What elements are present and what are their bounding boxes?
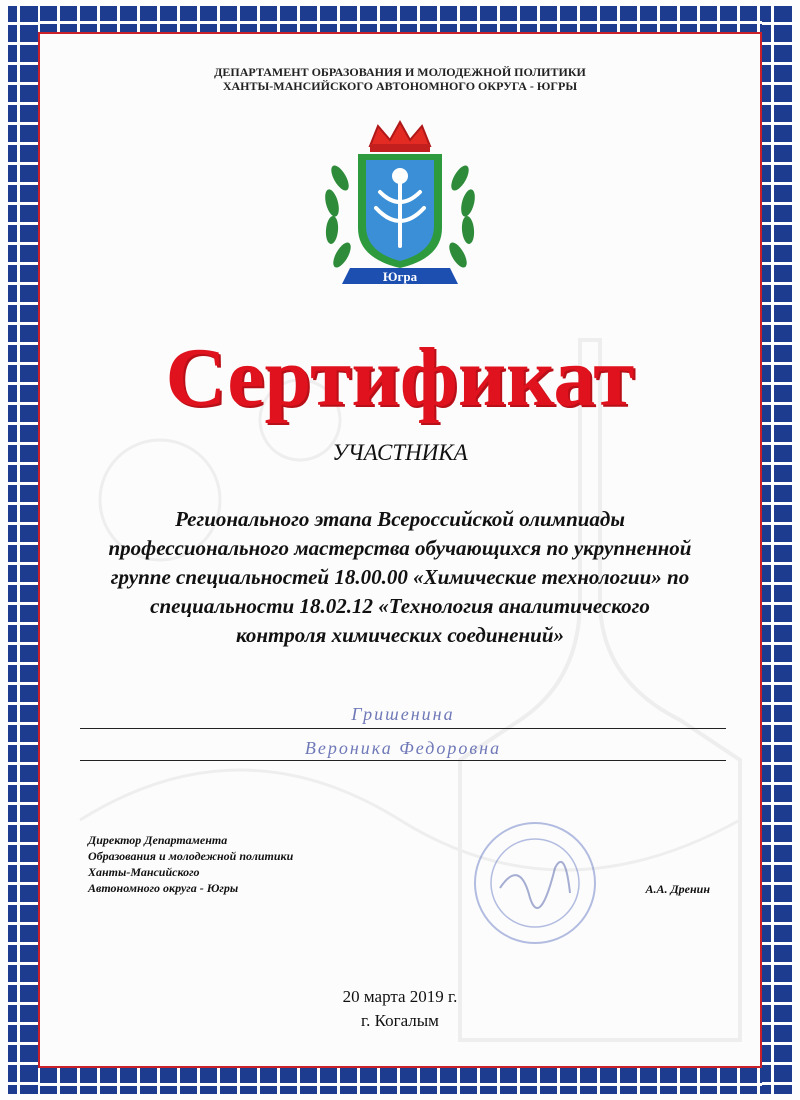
recipient-given-names: Вероника Федоровна — [304, 738, 502, 758]
director-line-4: Автономного округа - Югры — [88, 881, 239, 895]
emblem-ribbon-text: Югра — [382, 269, 418, 284]
olympiad-description — [75, 505, 725, 650]
header-line-2: ХАНТЫ-МАНСИЙСКОГО АВТОНОМНОГО ОКРУГА - ЮГРЫ — [222, 79, 578, 93]
issue-date: 20 марта 2019 г. — [342, 987, 458, 1006]
ornament-border-bottom — [8, 1068, 792, 1094]
given-names-underline — [80, 760, 726, 761]
description-line-2: профессионального мастерства обучающихся по укрупненной — [108, 536, 692, 560]
director-line-3: Ханты-Мансийского — [88, 865, 200, 879]
director-line-2: Образования и молодежной политики — [88, 849, 294, 863]
ornament-border-top — [8, 6, 792, 32]
ornament-border-right — [762, 6, 792, 1094]
description-line-1: Регионального этапа Всероссийской олимпиады — [175, 507, 625, 531]
ornament-border-left — [8, 6, 38, 1094]
header-line-1: ДЕПАРТАМЕНТ ОБРАЗОВАНИЯ И МОЛОДЕЖНОЙ ПОЛИТИКИ — [214, 65, 586, 79]
issue-city: г. Когалым — [361, 1011, 439, 1030]
signer-name: А.А. Дренин — [645, 882, 710, 896]
certificate-subtitle: УЧАСТНИКА — [332, 440, 468, 465]
description-line-3: группе специальностей 18.00.00 «Химические технологии» по — [110, 565, 690, 589]
description-line-5: контроля химических соединений» — [235, 623, 565, 647]
coat-of-arms-emblem — [310, 118, 490, 303]
issue-date-block — [250, 985, 550, 1033]
surname-underline — [80, 728, 726, 729]
director-title-block — [88, 832, 408, 896]
director-line-1: Директор Департамента — [88, 833, 228, 847]
description-line-4: специальности 18.02.12 «Технология аналитического — [150, 594, 650, 618]
certificate-title: Сертификат — [165, 331, 635, 424]
department-header — [100, 65, 700, 93]
recipient-surname: Гришенина — [351, 704, 455, 724]
